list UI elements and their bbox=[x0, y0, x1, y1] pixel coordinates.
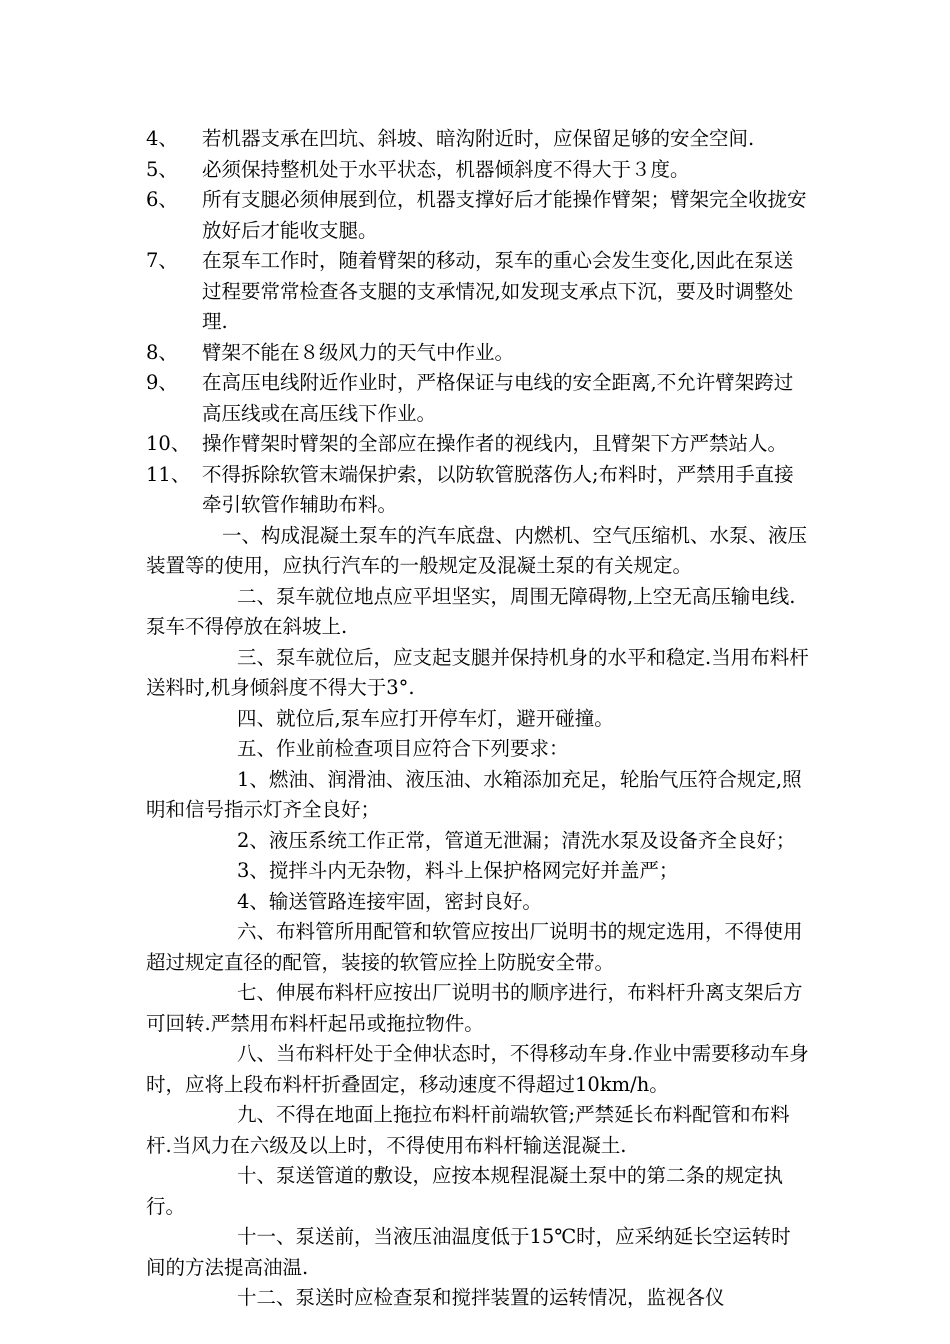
paragraph: 六、布料管所用配管和软管应按出厂说明书的规定选用，不得使用超过规定直径的配管，装接的软管应拴上防脱安全带。 bbox=[146, 920, 803, 974]
list-item bbox=[146, 246, 810, 338]
paragraph: 五、作业前检查项目应符合下列要求： bbox=[237, 737, 569, 760]
list-item bbox=[146, 124, 810, 155]
list-item-text: 所有支腿必须伸展到位，机器支撑好后才能操作臂架；臂架完全收拢安放好后才能收支腿。 bbox=[202, 188, 807, 242]
list-item-number: 5、 bbox=[146, 157, 178, 181]
paragraph: 一、构成混凝土泵车的汽车底盘、内燃机、空气压缩机、水泵、液压装置等的使用，应执行汽车的一般规定及混凝土泵的有关规定。 bbox=[146, 523, 808, 577]
list-item-text: 操作臂架时臂架的全部应在操作者的视线内，且臂架下方严禁站人。 bbox=[202, 432, 788, 455]
list-item-number: 10、 bbox=[146, 432, 191, 455]
list-item bbox=[146, 368, 810, 429]
paragraph: 2、液压系统工作正常，管道无泄漏；清洗水泵及设备齐全良好； bbox=[237, 828, 796, 852]
paragraph: 十一、泵送前，当液压油温度低于15℃时，应采纳延长空运转时间的方法提高油温. bbox=[146, 1225, 791, 1279]
list-item bbox=[146, 460, 810, 521]
paragraph: 1、燃油、润滑油、液压油、水箱添加充足，轮胎气压符合规定,照明和信号指示灯齐全良好； bbox=[146, 767, 802, 821]
paragraph: 三、泵车就位后，应支起支腿并保持机身的水平和稳定.当用布料杆送料时,机身倾斜度不得大于3°. bbox=[146, 645, 809, 699]
list-item-number: 9、 bbox=[146, 371, 178, 394]
paragraph: 十二、泵送时应检查泵和搅拌装置的运转情况，监视各仪 bbox=[237, 1286, 725, 1309]
paragraph: 四、就位后,泵车应打开停车灯，避开碰撞。 bbox=[237, 706, 614, 730]
list-item-text: 臂架不能在８级风力的天气中作业。 bbox=[202, 340, 515, 364]
paragraph: 二、泵车就位地点应平坦坚实，周围无障碍物,上空无高压输电线.泵车不得停放在斜坡上. bbox=[146, 584, 796, 638]
list-item-text: 在高压电线附近作业时，严格保证与电线的安全距离,不允许臂架跨过高压线或在高压线下作业。 bbox=[202, 371, 794, 425]
list-item bbox=[146, 429, 810, 460]
list-item-number: 4、 bbox=[146, 127, 178, 150]
paragraph: 3、搅拌斗内无杂物，料斗上保护格网完好并盖严； bbox=[237, 859, 679, 882]
list-item-number: 11、 bbox=[146, 462, 191, 486]
list-item-number: 8、 bbox=[146, 340, 178, 364]
list-item-text: 若机器支承在凹坑、斜坡、暗沟附近时，应保留足够的安全空间. bbox=[202, 127, 755, 150]
list-item-number: 7、 bbox=[146, 249, 178, 272]
paragraph: 八、当布料杆处于全伸状态时，不得移动车身.作业中需要移动车身时，应将上段布料杆折叠固定，移动速度不得超过10km/h。 bbox=[146, 1042, 809, 1096]
paragraph: 十、泵送管道的敷设，应按本规程混凝土泵中的第二条的规定执行。 bbox=[146, 1164, 784, 1218]
list-item-number: 6、 bbox=[146, 188, 178, 211]
document-body bbox=[146, 124, 810, 1314]
list-item-text: 不得拆除软管末端保护索，以防软管脱落伤人;布料时，严禁用手直接牵引软管作辅助布料。 bbox=[202, 462, 794, 516]
list-item bbox=[146, 155, 810, 186]
paragraph: 4、输送管路连接牢固，密封良好。 bbox=[237, 889, 542, 913]
paragraph: 七、伸展布料杆应按出厂说明书的顺序进行，布料杆升离支架后方可回转.严禁用布料杆起吊或拖拉物件。 bbox=[146, 981, 803, 1035]
list-item-text: 在泵车工作时，随着臂架的移动，泵车的重心会发生变化,因此在泵送过程要常常检查各支腿的支承情况,如发现支承点下沉，要及时调整处理. bbox=[202, 249, 794, 333]
paragraph: 九、不得在地面上拖拉布料杆前端软管;严禁延长布料配管和布料杆.当风力在六级及以上时，不得使用布料杆输送混凝土. bbox=[146, 1103, 790, 1157]
list-item bbox=[146, 185, 810, 246]
list-item bbox=[146, 338, 810, 369]
list-item-text: 必须保持整机处于水平状态，机器倾斜度不得大于３度。 bbox=[202, 157, 690, 181]
